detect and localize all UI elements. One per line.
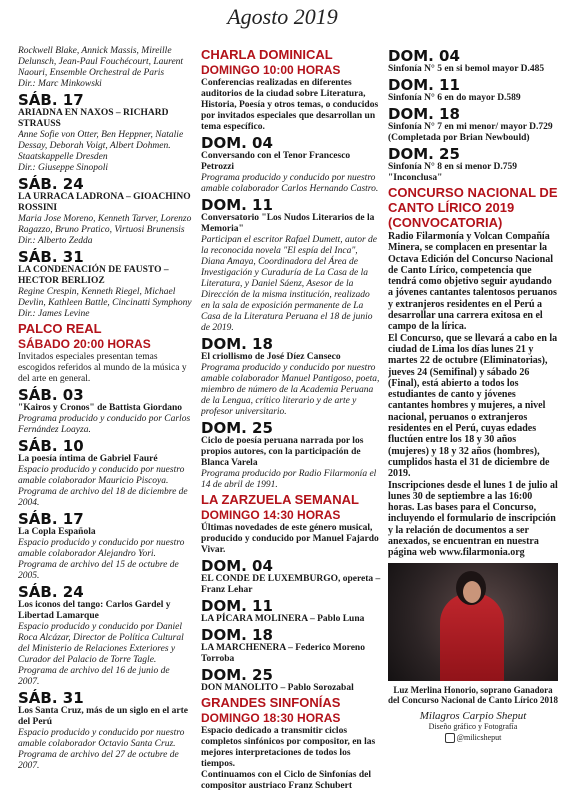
credit-signature: Milagros Carpio Sheput	[419, 709, 527, 722]
soprano-photo	[388, 563, 558, 681]
date-heading: DOM. 18	[388, 105, 460, 123]
section-heading: CHARLA DOMINICAL	[201, 47, 333, 62]
program-title: Últimas novedades de este género musical, producido y conducido por Manuel Fajardo Vivar.	[201, 523, 379, 555]
date-heading: SÁB. 31	[18, 248, 84, 266]
section-heading: PALCO REAL	[18, 321, 102, 336]
contest-paragraph: Radio Filarmonía y Volcan Compañía Minera, se complacen en presentar la Octava Edición del Concurso Nacional de Canto Lírico, competencia que tendrá como objetivo seguir ayudando a jóvenes cantantes talentosos peruanos y extranjeros residentes en el Perú a desarrollar una carrera exitosa en el campo de la lírica.	[388, 231, 557, 333]
program-title: LA PÍCARA MOLINERA – Pablo Luna	[201, 614, 365, 624]
section-time: DOMINGO 14:30 HORAS	[201, 508, 341, 522]
section-heading: CONCURSO NACIONAL DE CANTO LÍRICO 2019 (CONVOCATORIA)	[388, 185, 558, 230]
instagram-icon	[445, 733, 455, 743]
date-heading: DOM. 18	[201, 626, 273, 644]
program-note: Regine Crespin, Kenneth Riegel, Michael Devlin, Kathleen Battle, Cincinatti Symphony	[18, 287, 192, 308]
program-title: Los iconos del tango: Carlos Gardel y Libertad Lamarque	[18, 600, 171, 621]
date-heading: SÁB. 31	[18, 689, 84, 707]
program-note: Espacio producido y conducido por nuestro amable colaborador Alejandro Yori. Programa de archivo del 15 de octubre de 2005.	[18, 538, 185, 581]
program-title: ARIADNA EN NAXOS – RICHARD STRAUSS	[18, 108, 169, 129]
handle-text: @milicsheput	[456, 732, 502, 742]
date-heading: DOM. 18	[201, 335, 273, 353]
program-title: LA MARCHENERA – Federico Moreno Torroba	[201, 643, 365, 664]
column-left	[18, 46, 193, 796]
contest-paragraph: El Concurso, que se llevará a cabo en la ciudad de Lima los días lunes 21 y martes 22 de octubre (Eliminatorias), jueves 24 (Semifinal) y sábado 26 (Final), está abierto a todos los estudiantes de canto y jóvenes cantantes hombres y mujeres, a nivel nacional, peruanos o extranjeros residentes en el Perú, cuyas edades fluctúen entre los 18 y 30 años (mujeres) y 18 y 32 años (hombres), cumplidos hasta el 31 de diciembre de 2019.	[388, 332, 558, 480]
section-heading: GRANDES SINFONÍAS	[201, 695, 341, 710]
contest-paragraph: Inscripciones desde el lunes 1 de julio al lunes 30 de septiembre a las 16:00 horas. Las bases para el Concurso, incluyendo el formulario de inscripción y la relación de documentos a ser anexados, se encuentran en nuestra página web www.filarmonia.org	[388, 479, 558, 559]
page-title: Agosto 2019	[227, 4, 338, 29]
program-title: Conversatorio "Los Nudos Literarios de la Memoria"	[201, 213, 375, 234]
program-title: EL CONDE DE LUXEMBURGO, opereta – Franz Lehar	[201, 574, 381, 595]
program-title: LA CONDENACIÓN DE FAUSTO – HECTOR BERLIOZ	[18, 265, 169, 286]
singer-face	[463, 581, 481, 603]
column-right	[388, 46, 558, 796]
date-heading: DOM. 25	[388, 145, 460, 163]
program-title: El criollismo de José Díez Canseco	[201, 352, 341, 362]
date-heading: SÁB. 17	[18, 91, 84, 109]
program-title: La Copla Española	[18, 527, 96, 537]
program-note: Rockwell Blake, Annick Massis, Mireille Delunsch, Jean-Paul Fouchécourt, Laurent Naouri, Ensemble Orchestral de Paris	[18, 46, 184, 78]
date-heading: SÁB. 24	[18, 583, 84, 601]
program-note: Participan el escritor Rafael Dumett, autor de la reconocida novela "El espía del Inca", Diana Amaya, Coordinadora del Área de Investigación y Curaduría de La Casa de la Literatura, y Daniel Sáenz, Asesor de la Dirección de la misma institución, realizado en la sala de exposición permanente de La Casa de la Literatura Peruana el 18 de junio de 2019.	[201, 235, 377, 333]
program-title: DON MANOLITO – Pablo Sorozabal	[201, 683, 354, 693]
program-title: Sinfonía N° 6 en do mayor D.589	[388, 93, 521, 103]
program-title: Sinfonía N° 5 en si bemol mayor D.485	[388, 64, 545, 74]
program-title: Conversando con el Tenor Francesco Petrozzi	[201, 151, 351, 172]
program-title: La poesía íntima de Gabriel Fauré	[18, 454, 158, 464]
program-note: Maria Jose Moreno, Kenneth Tarver, Lorenzo Ragazzo, Bruno Pratico, Virtuosi Brunensis	[18, 214, 192, 235]
program-title: Conferencias realizadas en diferentes auditorios de la ciudad sobre Literatura, Historia, Poesía y otros temas, o conducidos por invitados especiales que desarrollan un tema específico.	[201, 78, 379, 132]
section-time: DOMINGO 10:00 HORAS	[201, 63, 341, 77]
program-title: Sinfonía N° 7 en mi menor/ mayor D.729 (Completada por Brian Newbould)	[388, 122, 553, 143]
column-center	[201, 46, 381, 796]
program-title: Continuamos con el Ciclo de Sinfonías del compositor austriaco Franz Schubert	[201, 770, 371, 791]
program-note: Dir.: James Levine	[18, 309, 90, 319]
text-block: Invitados especiales presentan temas escogidos referidos al mundo de la música y del arte en general.	[18, 352, 187, 384]
date-heading: SÁB. 17	[18, 510, 84, 528]
section-heading: LA ZARZUELA SEMANAL	[201, 492, 359, 507]
date-heading: DOM. 25	[201, 419, 273, 437]
program-note: Programa producido y conducido por nuestro amable colaborador Carlos Hernando Castro.	[201, 173, 379, 194]
program-note: Programa producido por Radio Filarmonía el 14 de abril de 1991.	[201, 469, 377, 490]
program-note: Anne Sofie von Otter, Ben Heppner, Natalie Dessay, Deborah Voigt, Albert Dohmen. Staatskappelle Dresden	[18, 130, 184, 162]
program-note: Dir.: Marc Minkowski	[18, 79, 102, 89]
section-time: SÁBADO 20:00 HORAS	[18, 337, 151, 351]
date-heading: DOM. 11	[201, 597, 273, 615]
date-heading: DOM. 11	[388, 76, 460, 94]
date-heading: DOM. 04	[201, 134, 273, 152]
program-title: "Kairos y Cronos" de Battista Giordano	[18, 403, 183, 413]
date-heading: DOM. 04	[201, 557, 273, 575]
program-note: Dir.: Alberto Zedda	[18, 236, 93, 246]
program-note: Programa producido y conducido por Carlos Fernández Loayza.	[18, 414, 191, 435]
date-heading: SÁB. 03	[18, 386, 84, 404]
date-heading: DOM. 11	[201, 196, 273, 214]
date-heading: SÁB. 24	[18, 175, 84, 193]
program-note: Programa producido y conducido por nuestro amable colaborador Manuel Pantigoso, poeta, miembro de número de la Academia Peruana de la Lengua, crítico literario y de arte y profesor universitario.	[201, 363, 380, 417]
instagram-handle	[388, 733, 558, 743]
date-heading: DOM. 04	[388, 47, 460, 65]
red-dress	[440, 593, 504, 681]
section-time: DOMINGO 18:30 HORAS	[201, 711, 341, 725]
program-title: Espacio dedicado a transmitir ciclos completos sinfónicos por compositor, en las mejores interpretaciones de todos los tiempos.	[201, 726, 376, 769]
credit-subtitle: Diseño gráfico y Fotografía	[428, 721, 518, 731]
program-note: Espacio producido y conducido por Daniel Roca Alcázar, Director de Política Cultural del Ministerio de Relaciones Exteriores y Curador del Palacio de Torre Tagle. Programa de archivo del 16 de junio de 2007.	[18, 622, 184, 687]
date-heading: SÁB. 10	[18, 437, 84, 455]
program-note: Dir.: Giuseppe Sinopoli	[18, 163, 108, 173]
photo-caption: Luz Merlina Honorio, soprano Ganadora del Concurso Nacional de Canto Lírico 2018	[388, 684, 558, 706]
program-note: Espacio producido y conducido por nuestro amable colaborador Mauricio Piscoya. Programa de archivo del 18 de diciembre de 2004.	[18, 465, 188, 508]
right-list	[388, 48, 558, 559]
date-heading: DOM. 25	[201, 666, 273, 684]
program-title: LA URRACA LADRONA – GIOACHINO ROSSINI	[18, 192, 191, 213]
program-title: Sinfonía N° 8 en si menor D.759 "Inconclusa"	[388, 162, 517, 183]
program-title: Los Santa Cruz, más de un siglo en el arte del Perú	[18, 706, 188, 727]
program-title: Ciclo de poesía peruana narrada por los propios autores, con la participación de Blanca Varela	[201, 436, 364, 468]
program-note: Espacio producido y conducido por nuestro amable colaborador Octavio Santa Cruz. Programa de archivo del 27 de octubre de 2007.	[18, 728, 185, 771]
